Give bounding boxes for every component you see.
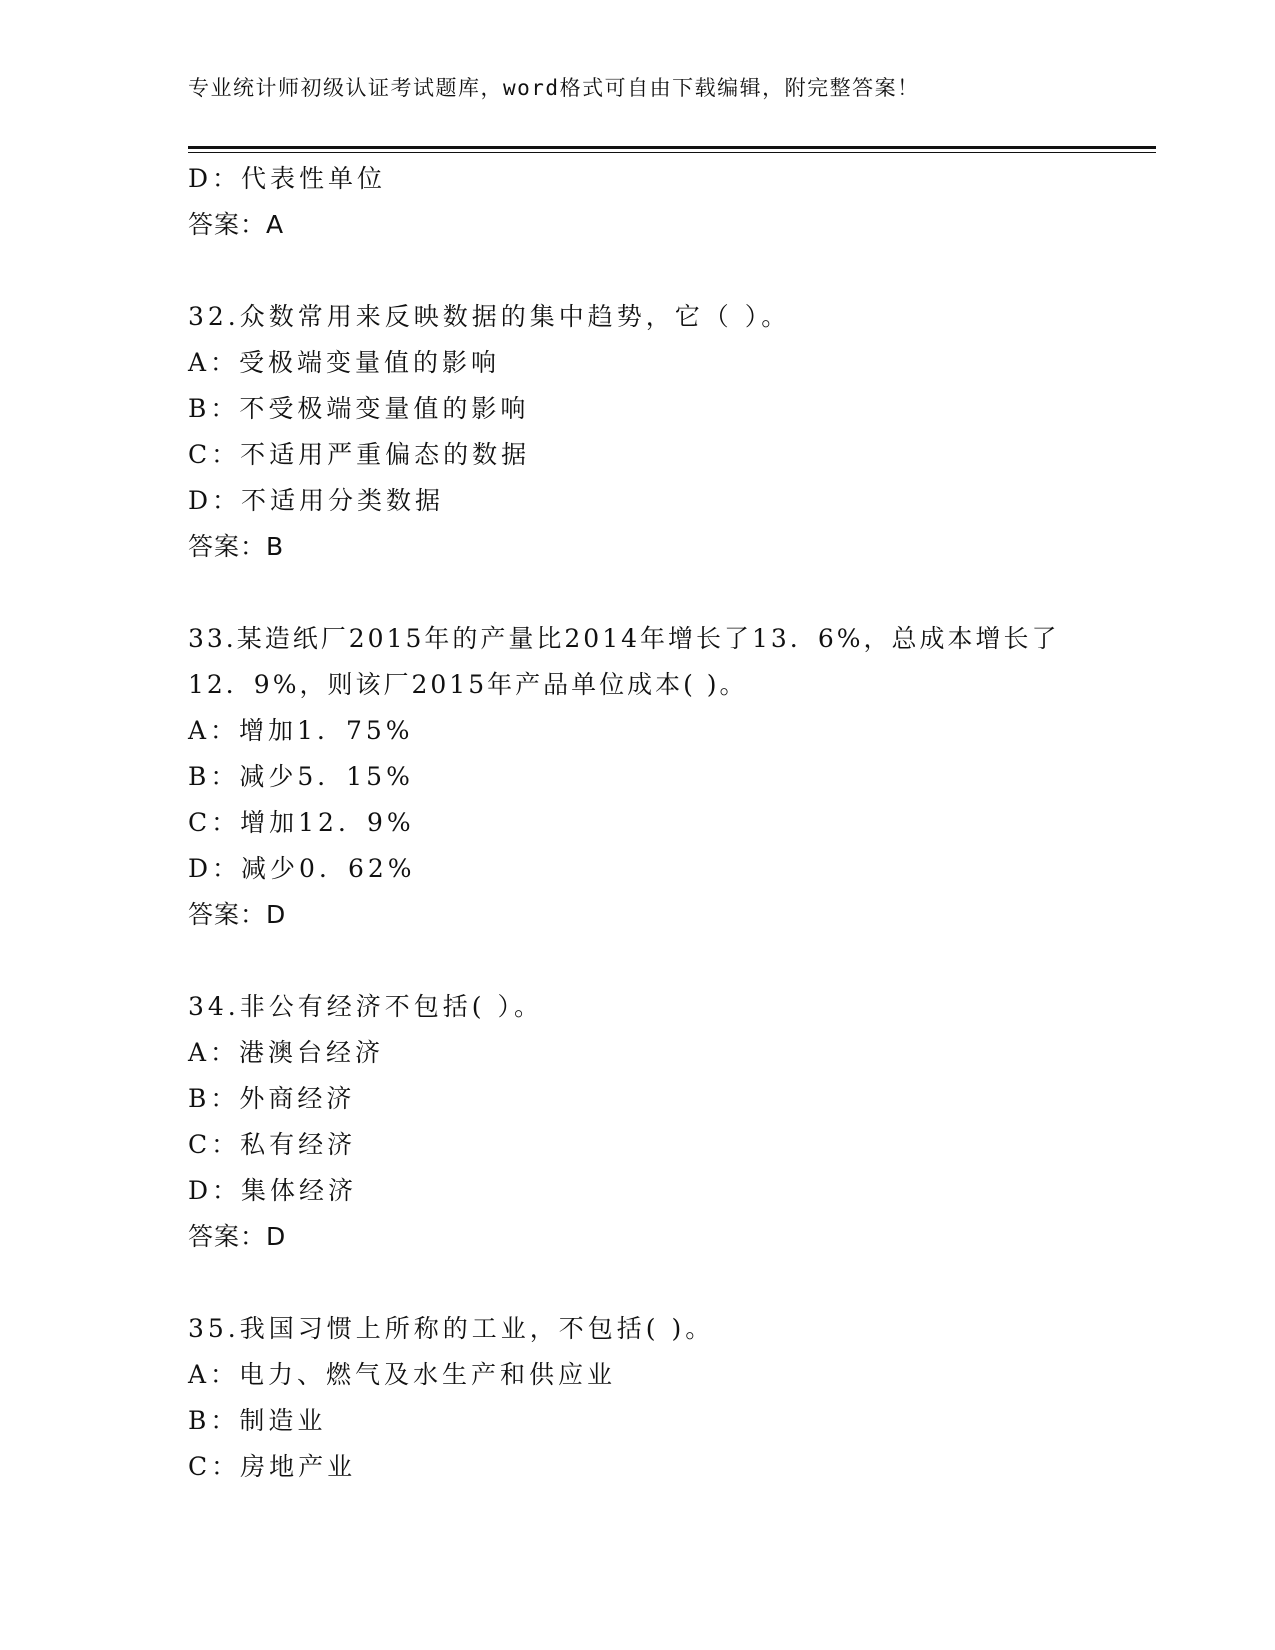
q34-option-b: B：外商经济 — [188, 1084, 356, 1113]
q34-option-c: C：私有经济 — [188, 1130, 357, 1159]
q33-option-d: D：减少0．62% — [188, 854, 416, 883]
q35-option-c: C：房地产业 — [188, 1452, 357, 1481]
header-divider-thick — [188, 146, 1156, 149]
spacer — [188, 570, 1148, 616]
spacer — [188, 938, 1148, 984]
q33-option-a: A：增加1．75% — [188, 716, 414, 745]
header-divider-thin — [188, 152, 1156, 153]
spacer — [188, 1260, 1148, 1306]
q31-answer: 答案：A — [188, 210, 285, 239]
q33-question-line2: 12．9%，则该厂2015年产品单位成本( )。 — [188, 670, 748, 699]
q34-option-a: A：港澳台经济 — [188, 1038, 385, 1067]
q32-option-b: B：不受极端变量值的影响 — [188, 394, 530, 423]
q33-question-line1: 33.某造纸厂2015年的产量比2014年增长了13．6%，总成本增长了 — [188, 624, 1060, 653]
q32-option-a: A：受极端变量值的影响 — [188, 348, 501, 377]
q32-option-d: D：不适用分类数据 — [188, 486, 445, 515]
q34-answer: 答案：D — [188, 1222, 287, 1251]
q33-option-b: B：减少5．15% — [188, 762, 414, 791]
q32-answer: 答案：B — [188, 532, 285, 561]
q35-option-a: A：电力、燃气及水生产和供应业 — [188, 1360, 617, 1389]
q33-answer: 答案：D — [188, 900, 287, 929]
question-list — [188, 156, 1148, 1490]
q31-option-d: D：代表性单位 — [188, 164, 387, 193]
q32-question: 32.众数常用来反映数据的集中趋势，它（ ）。 — [188, 302, 791, 331]
page-header: 专业统计师初级认证考试题库，word格式可自由下载编辑，附完整答案！ — [188, 76, 920, 100]
q34-question: 34.非公有经济不包括( ）。 — [188, 992, 543, 1021]
q34-option-d: D：集体经济 — [188, 1176, 358, 1205]
q35-question: 35.我国习惯上所称的工业，不包括( )。 — [188, 1314, 715, 1343]
q35-option-b: B：制造业 — [188, 1406, 327, 1435]
q32-option-c: C：不适用严重偏态的数据 — [188, 440, 531, 469]
spacer — [188, 248, 1148, 294]
q33-option-c: C：增加12．9% — [188, 808, 415, 837]
